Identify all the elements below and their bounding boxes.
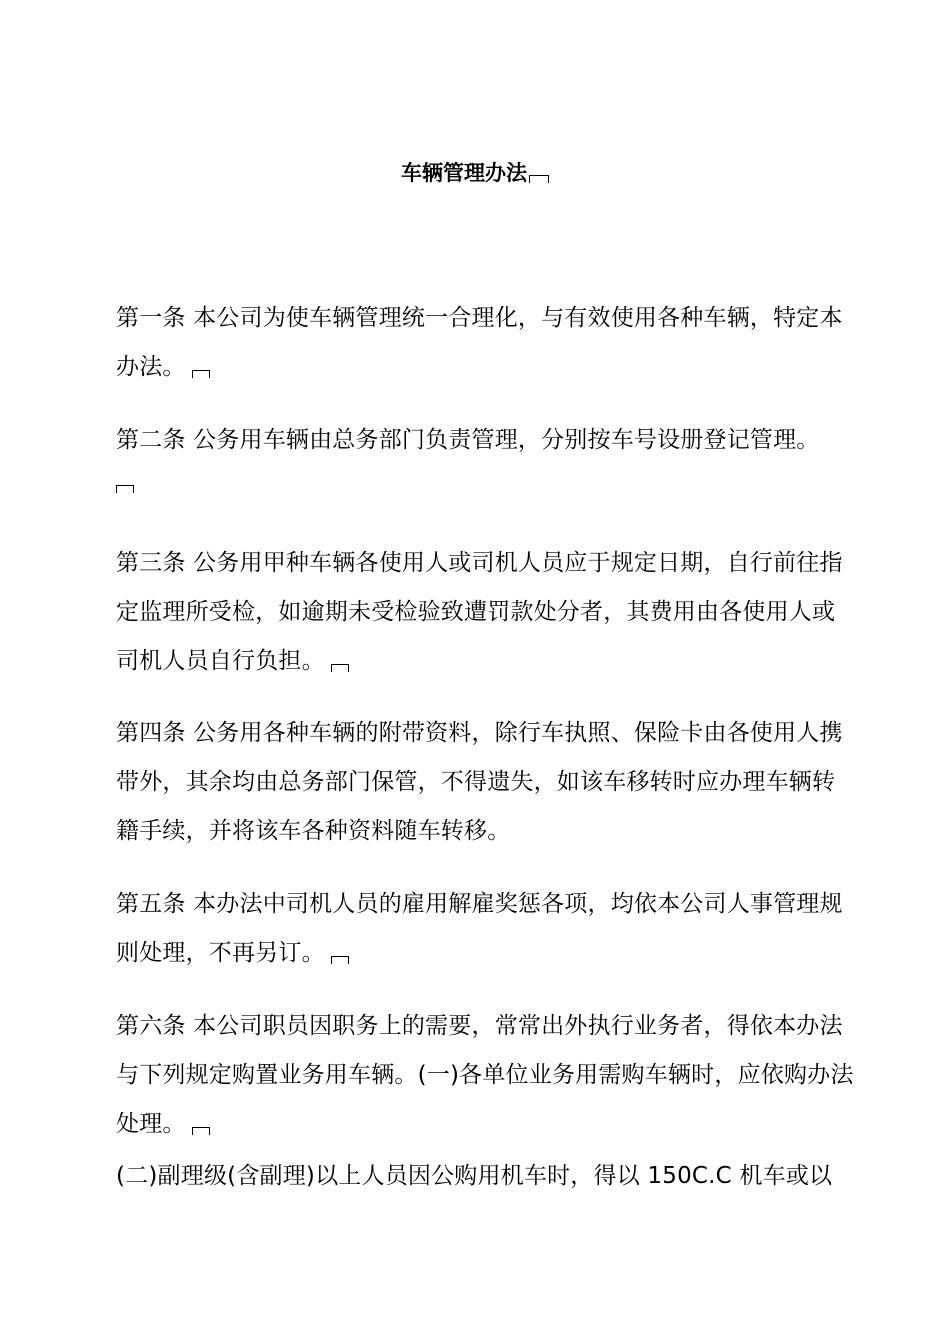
paragraph-mark-icon bbox=[116, 485, 134, 493]
article-4 bbox=[116, 709, 856, 856]
article-6-item-2-text: (二)副理级(含副理)以上人员因公购用机车时，得以 150C.C 机车或以 bbox=[116, 1163, 833, 1189]
article-3 bbox=[116, 539, 856, 686]
paragraph-mark-icon bbox=[331, 664, 349, 672]
document-title bbox=[0, 158, 950, 188]
article-5-text: 第五条 本办法中司机人员的雇用解雇奖惩各项，均依本公司人事管理规则处理，不再另订。 bbox=[116, 891, 843, 966]
paragraph-mark-icon bbox=[192, 370, 210, 378]
article-5 bbox=[116, 880, 856, 978]
document-title-text: 车辆管理办法 bbox=[401, 161, 527, 185]
article-6 bbox=[116, 1002, 856, 1149]
article-6-text: 第六条 本公司职员因职务上的需要，常常出外执行业务者，得依本办法与下列规定购置业务用车辆。(一)各单位业务用需购车辆时，应依购办法处理。 bbox=[116, 1013, 854, 1137]
article-2 bbox=[116, 416, 856, 493]
article-1-text: 第一条 本公司为使车辆管理统一合理化，与有效使用各种车辆，特定本办法。 bbox=[116, 305, 843, 380]
article-3-text: 第三条 公务用甲种车辆各使用人或司机人员应于规定日期，自行前往指定监理所受检，如逾期未受检验致遭罚款处分者，其费用由各使用人或司机人员自行负担。 bbox=[116, 550, 843, 674]
article-2-text: 第二条 公务用车辆由总务部门负责管理，分别按车号设册登记管理。 bbox=[116, 427, 820, 453]
article-1 bbox=[116, 294, 856, 392]
paragraph-mark-icon bbox=[192, 1127, 210, 1135]
paragraph-mark-icon bbox=[331, 956, 349, 964]
article-6-item-2 bbox=[116, 1152, 876, 1201]
article-4-text: 第四条 公务用各种车辆的附带资料，除行车执照、保险卡由各使用人携带外，其余均由总务部门保管，不得遗失，如该车移转时应办理车辆转籍手续，并将该车各种资料随车转移。 bbox=[116, 720, 843, 844]
paragraph-mark-icon bbox=[529, 175, 549, 183]
